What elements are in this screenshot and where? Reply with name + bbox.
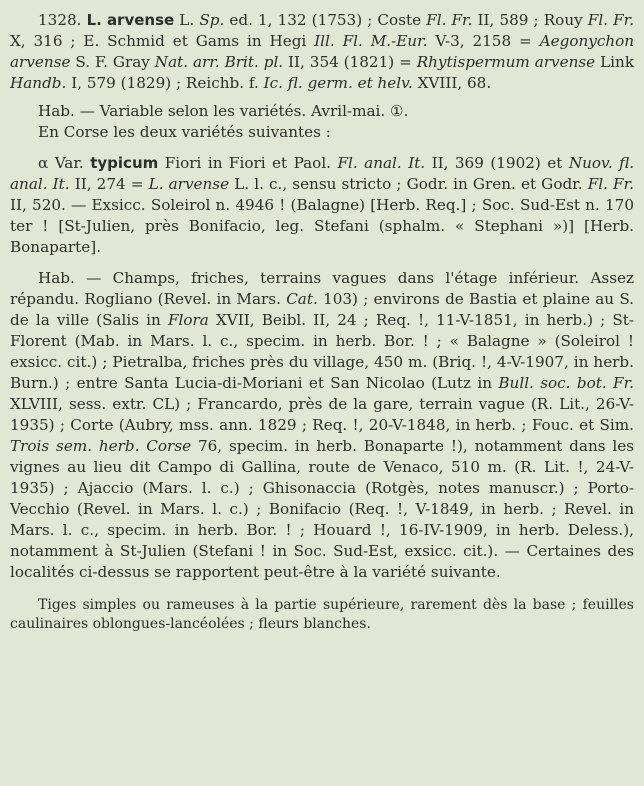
variety-name: typicum xyxy=(90,154,159,172)
variety-ref1-rest: II, 369 (1902) et xyxy=(431,154,563,172)
species-entry xyxy=(10,10,634,94)
synonym2-author: Link xyxy=(600,53,635,71)
species-name: arvense xyxy=(106,11,175,29)
synonym2-title: Handb. xyxy=(10,74,67,92)
ref1-title: Sp. xyxy=(199,11,225,29)
variety-ref3-rest: II, 520. — Exsicc. Soleirol n. 4946 ! (Balagne) [Herb. Req.] ; Soc. Sud-Est n. 170 ter ! [St-Julien, près Bonifacio, leg. Stefani (sphalm. « Stephani »)] [Herb. Bonaparte]. xyxy=(10,196,634,256)
ref1-rest: ed. 1, 132 (1753) ; Coste xyxy=(229,11,422,29)
entry-author: L. xyxy=(179,11,195,29)
variety-synonym: L. arvense xyxy=(148,175,230,193)
variety-rest: L. l. c., sensu stricto ; Godr. in Gren. et Godr. xyxy=(234,175,583,193)
variety-ref1-title: Fl. anal. It. xyxy=(337,154,426,172)
trois-title: Trois sem. herb. Corse xyxy=(10,437,192,455)
synonym1-rest: II, 354 (1821) = xyxy=(288,53,412,71)
synonym2-name: Rhytispermum arvense xyxy=(416,53,596,71)
ref4-rest: V-3, 2158 = xyxy=(435,32,532,50)
habitat-part1: Hab. — Champs, friches, terrains vagues dans l'étage inférieur. Assez répandu. Rogliano (Revel. in Mars. xyxy=(10,269,634,308)
ref3-title: Fl. Fr. xyxy=(587,11,635,29)
genus-abbrev: L. xyxy=(86,11,102,29)
description: Tiges simples ou rameuses à la partie supérieure, rarement dès la base ; feuilles caulinaires oblongues-lancéolées ; fleurs blanches. xyxy=(10,597,634,632)
synonym1-author: S. F. Gray xyxy=(75,53,150,71)
entry-number: 1328. xyxy=(38,11,82,29)
cat-title: Cat. xyxy=(286,290,318,308)
habitat-paragraph xyxy=(10,268,634,583)
corse-line: En Corse les deux variétés suivantes : xyxy=(38,123,331,141)
synonym1-title: Nat. arr. Brit. pl. xyxy=(154,53,284,71)
habitat-part5: 76, specim. in herb. Bonaparte !), notamment dans les vignes au lieu dit Campo di Gallina, route de Venaco, 510 m. (R. Lit. !, 24-V-1935) ; Ajaccio (Mars. l. c.) ; Ghisonaccia (Rotgès, notes manuscr.) ; Porto-Vecchio (Revel. in Mars. l. c.) ; Bonifacio (Req. !, V-1849, in herb. ; Revel. in Mars. l. c., specim. in herb. Bor. ! ; Houard !, 16-IV-1909, in herb. Deless.), notamment à St-Julien (Stefani ! in Soc. Sud-Est, exsicc. cit.). — Certaines des localités ci-dessus se rapportent peut-être à la variété suivante. xyxy=(10,437,634,581)
habitat-part2: 103) ; environs de Bastia et plaine au S. de la ville (Salis in xyxy=(10,290,635,329)
ref5-title: Ic. fl. germ. et helv. xyxy=(263,74,413,92)
variety-ref2-rest: II, 274 = xyxy=(74,175,144,193)
variety-author: Fiori in Fiori et Paol. xyxy=(164,154,332,172)
variety-ref3-title: Fl. Fr. xyxy=(587,175,635,193)
synonym2-rest: I, 579 (1829) ; Reichb. f. xyxy=(71,74,259,92)
habitat-part3: XVII, Beibl. II, 24 ; Req. !, 11-V-1851, in herb.) ; St-Florent (Mab. in Mars. l. c., specim. in herb. Bor. ! ; « Balagne » (Soleirol ! exsicc. cit.) ; Pietralba, friches près du village, 450 m. (Briq. !, 4-V-1907, in herb. Burn.) ; entre Santa Lucia-di-Moriani et San Nicolao (Lutz in xyxy=(10,311,635,392)
ref4-title: Ill. Fl. M.-Eur. xyxy=(314,32,428,50)
ref5-rest: XVIII, 68. xyxy=(417,74,492,92)
variety-prefix: α Var. xyxy=(38,154,84,172)
variety-entry xyxy=(10,153,634,258)
ref2-rest: II, 589 ; Rouy xyxy=(477,11,583,29)
habitat-part4: XLVIII, sess. extr. CL) ; Francardo, près de la gare, terrain vague (R. Lit., 26-V-1935) ; Corte (Aubry, mss. ann. 1829 ; Req. !, 20-V-1848, in herb. ; Fouc. et Sim. xyxy=(10,395,634,434)
bull-title: Bull. soc. bot. Fr. xyxy=(498,374,634,392)
ref3-rest: X, 316 ; E. Schmid et Gams in Hegi xyxy=(10,32,307,50)
ref2-title: Fl. Fr. xyxy=(426,11,473,29)
variety-ref2-title: Nuov. fl. anal. It. xyxy=(10,154,635,193)
habitat-line: Hab. — Variable selon les variétés. Avril-mai. ①. xyxy=(38,102,409,120)
flora-title: Flora xyxy=(167,311,209,329)
synonym1-name: Aegonychon arvense xyxy=(10,32,635,71)
